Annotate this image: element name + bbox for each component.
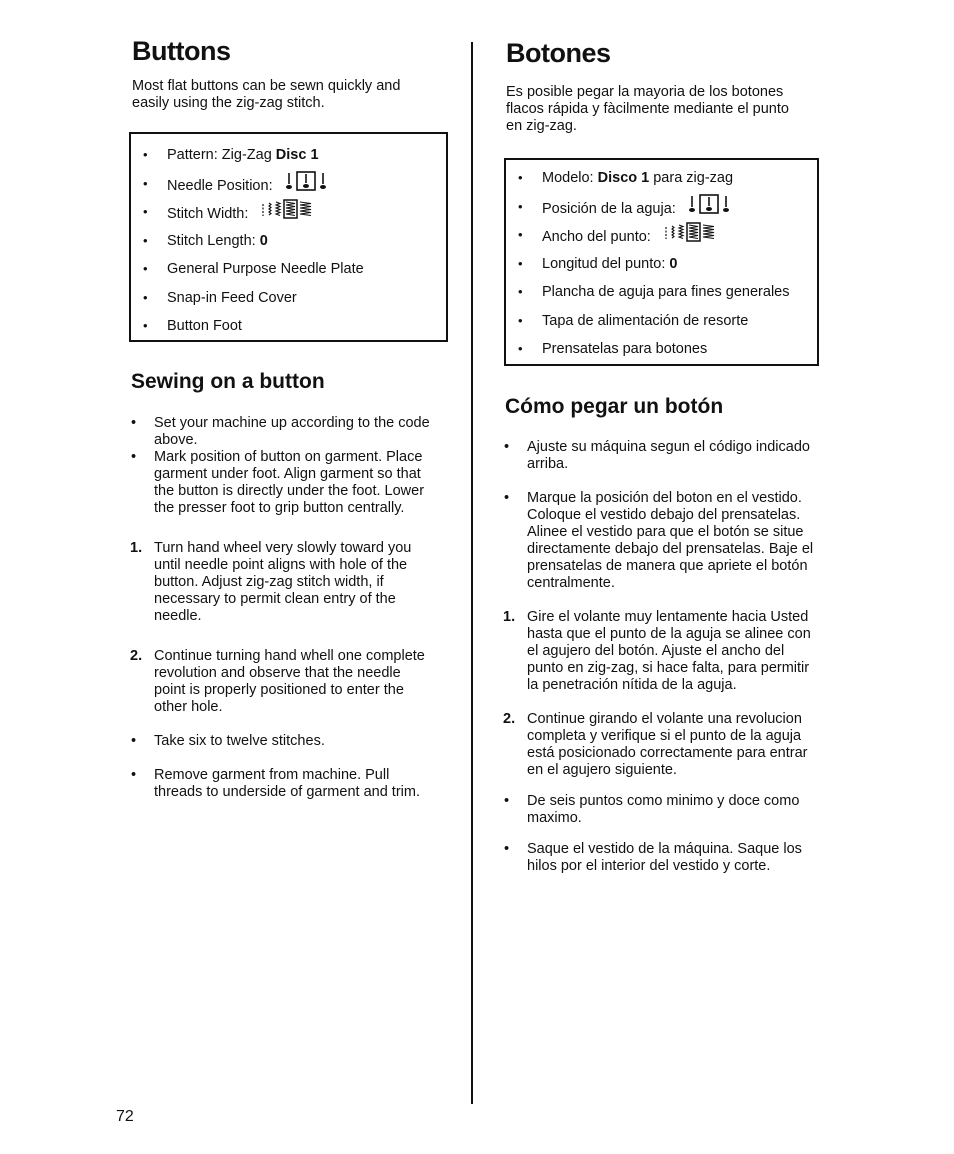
steps-en [130, 415, 430, 801]
setting-pattern: • Pattern: Zig-Zag Disc 1 [131, 141, 446, 170]
list-item: • Remove garment from machine. Pull threads to underside of garment and trim. [131, 767, 420, 800]
list-item: • Ajuste su máquina segun el código indicado arriba. [504, 439, 810, 472]
setting-needle-plate: • General Purpose Needle Plate [131, 255, 446, 284]
setting-stitch-length: • Longitud del punto: 0 [506, 250, 817, 279]
list-item: 2. Continue turning hand whell one complete revolution and observe that the needle point is properly positioned to enter the other hole. [130, 648, 425, 715]
list-item: • Marque la posición del boton en el vestido. Coloque el vestido debajo del prensatelas. Alinee el vestido para que el botón se situe directamente debajo del prensatelas. Baje el prensatelas de manera que apriete el botón centralmente. [504, 490, 814, 591]
setting-stitch-width: • Stitch Width: [131, 198, 446, 227]
setting-needle-position: • Posición de la aguja: [506, 193, 817, 222]
settings-box-en [129, 132, 448, 342]
setting-stitch-length: • Stitch Length: 0 [131, 227, 446, 256]
page-number: 72 [116, 1108, 134, 1125]
list-item: • De seis puntos como minimo y doce como maximo. [504, 793, 800, 826]
setting-foot: • Prensatelas para botones [506, 335, 817, 364]
list-item: • Set your machine up according to the code above. [131, 415, 430, 448]
list-item: 2. Continue girando el volante una revolucion completa y verifique si el punto de la aguja está posicionado correctamente para entrar en el agujero siguiente. [503, 711, 808, 778]
setting-foot: • Button Foot [131, 312, 446, 341]
page-title-es: Botones [506, 38, 611, 68]
settings-box-es [504, 158, 819, 366]
page-title-en: Buttons [132, 36, 231, 66]
list-item: • Mark position of button on garment. Place garment under foot. Align garment so that the button is directly under the foot. Lower the presser foot to grip button centrally. [131, 449, 425, 516]
setting-needle-plate: • Plancha de aguja para fines generales [506, 278, 817, 307]
setting-feed-cover: • Snap-in Feed Cover [131, 284, 446, 313]
section-title-es: Cómo pegar un botón [505, 395, 724, 418]
column-divider [471, 42, 473, 1104]
intro-en: Most flat buttons can be sewn quickly and easily using the zig-zag stitch. [132, 78, 401, 111]
list-item: • Saque el vestido de la máquina. Saque los hilos por el interior del vestido y corte. [504, 841, 802, 874]
intro-es: Es posible pegar la mayoria de los botones flacos rápida y fàcilmente mediante el punto en zig-zag. [506, 84, 789, 134]
setting-stitch-width: • Ancho del punto: [506, 221, 817, 250]
section-title-en: Sewing on a button [131, 370, 325, 393]
setting-pattern: • Modelo: Disco 1 para zig-zag [506, 164, 817, 193]
steps-es [503, 439, 821, 875]
setting-feed-cover: • Tapa de alimentación de resorte [506, 307, 817, 336]
setting-needle-position: • Needle Position: [131, 170, 446, 199]
list-item: • Take six to twelve stitches. [131, 733, 325, 749]
list-item: 1. Gire el volante muy lentamente hacia Usted hasta que el punto de la aguja se alinee con el agujero del botón. Ajuste el ancho del punto en zig-zag, si hace falta, para permitir la penetración nítida de la aguja. [503, 609, 811, 693]
list-item: 1. Turn hand wheel very slowly toward you until needle point aligns with hole of the button. Adjust zig-zag stitch width, if necessary to permit clean entry of the needle. [130, 540, 412, 624]
